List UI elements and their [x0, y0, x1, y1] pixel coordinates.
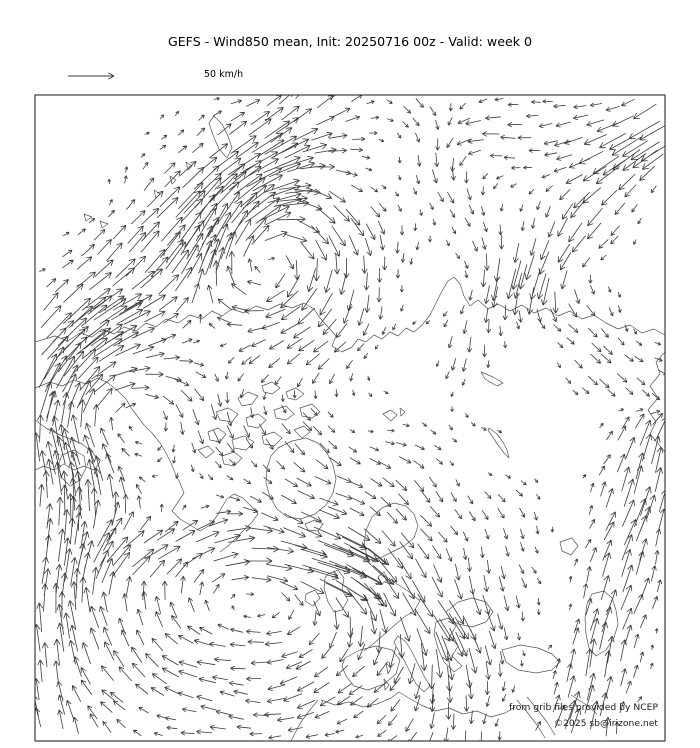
coast-novaya-zemlya: [488, 428, 509, 458]
coast-north-africa-coast: [321, 692, 515, 717]
coast-corsica: [386, 663, 391, 674]
coast-aleutian-island-1: [84, 214, 92, 221]
coast-aral-sea: [560, 538, 578, 555]
coast-aleutian-island-2: [100, 221, 108, 228]
coast-svalbard-1: [383, 410, 397, 421]
coast-north-america-coast: [35, 378, 258, 552]
coast-arctic-island-k: [294, 426, 310, 438]
legend-wind-arrow-icon: [68, 73, 114, 79]
coast-arctic-island-i: [232, 436, 254, 450]
coast-arctic-island-e: [246, 414, 266, 428]
attribution-source: from grib files provided by NCEP: [509, 702, 658, 713]
coast-kuril-island-2: [170, 176, 176, 184]
page-title: GEFS - Wind850 mean, Init: 20250716 00z - Valid: week 0: [167, 34, 533, 49]
legend-speed-label: 50 km/h: [204, 69, 244, 80]
wind-arrows-layer: [32, 84, 667, 746]
coast-ireland: [305, 590, 320, 606]
coast-arctic-island-d: [216, 408, 238, 422]
coast-arctic-island-m: [222, 452, 242, 466]
coast-kamchatka: [209, 116, 232, 158]
coast-europe-coast: [364, 581, 420, 651]
coast-svalbard-2: [400, 408, 405, 416]
coast-anatolia: [502, 645, 560, 673]
coast-italy: [394, 636, 430, 692]
coast-arctic-island-g: [300, 404, 320, 418]
coast-ob-gulf-coast: [648, 352, 665, 452]
coast-arctic-island-l: [198, 446, 214, 458]
coast-arctic-island-a: [238, 392, 258, 406]
wind-arrow-field: [32, 84, 667, 746]
coast-arctic-island-h: [208, 428, 226, 442]
coast-arctic-island-f: [274, 406, 294, 420]
attribution-copyright: ©2025 sb@irizone.net: [553, 718, 658, 729]
coast-severnaya-zemlya: [481, 372, 503, 386]
coast-morocco-atlantic-coast: [291, 700, 318, 741]
